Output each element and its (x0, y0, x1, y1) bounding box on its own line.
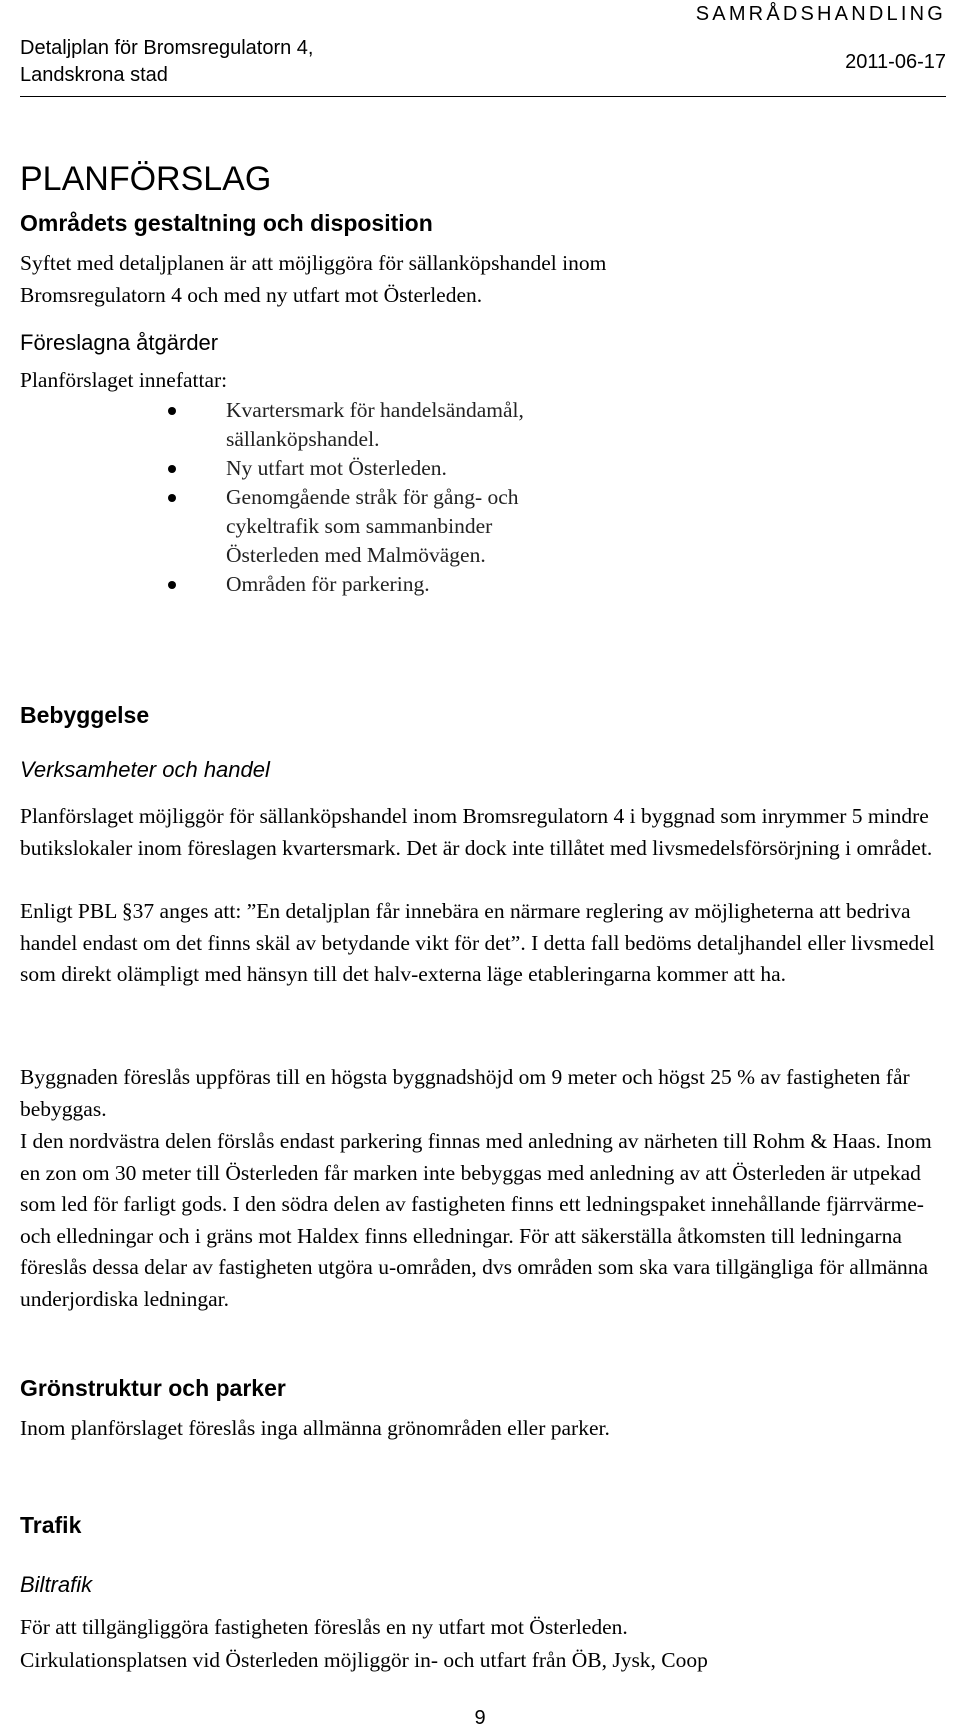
paragraph-gestaltning: Syftet med detaljplanen är att möjliggöra för sällanköpshandel inom Bromsregulatorn 4 och med ny utfart mot Österleden. (20, 251, 607, 307)
bullet-icon (168, 581, 176, 589)
subheading-biltrafik: Biltrafik (20, 1572, 93, 1597)
document-title-line-1: Detaljplan för Bromsregulatorn 4, (20, 37, 314, 59)
heading-atgarder: Föreslagna åtgärder (20, 330, 219, 355)
bullet-icon (168, 407, 176, 415)
document-status: SAMRÅDSHANDLING (695, 3, 946, 25)
page-header (20, 0, 946, 98)
paragraph-gronstruktur: Inom planförslaget föreslås inga allmänna grönområden eller parker. (20, 1416, 610, 1440)
bullet-icon (168, 465, 176, 473)
list-item: Kvartersmark för handelsändamål, sällanköpshandel. (168, 396, 588, 454)
bullet-icon (168, 494, 176, 502)
document-title-line-2: Landskrona stad (20, 64, 168, 86)
paragraph-bebyggelse-3: Byggnaden föreslås uppföras till en högsta byggnadshöjd om 9 meter och högst 25 % av fastigheten får bebyggas. (20, 1065, 910, 1121)
paragraph-trafik-1: För att tillgängliggöra fastigheten föreslås en ny utfart mot Österleden. (20, 1615, 628, 1639)
list-item: Områden för parkering. (168, 570, 588, 599)
page-title: PLANFÖRSLAG (20, 160, 272, 198)
document-date: 2011-06-17 (845, 51, 946, 73)
paragraph-bebyggelse-2: Enligt PBL §37 anges att: ”En detaljplan får innebära en närmare reglering av möjligheterna att bedriva handel endast om det finns skäl av betydande vikt för det”. I detta fall bedöms detaljhandel eller livsmedel som direkt olämpligt med hänsyn till det halv-externa läge etableringarna kommer att ha. (20, 899, 935, 986)
heading-bebyggelse: Bebyggelse (20, 702, 150, 728)
atgarder-intro: Planförslaget innefattar: (20, 368, 228, 392)
list-item: Ny utfart mot Österleden. (168, 454, 588, 483)
paragraph-bebyggelse-4: I den nordvästra delen förslås endast parkering finnas med anledning av närheten till Rohm & Haas. Inom en zon om 30 meter till Österleden får marken inte bebyggas med anledning av att Österleden är utpekad som led för farligt gods. I den södra delen av fastigheten finns ett ledningspaket innehållande fjärrvärme- och elledningar och i gräns mot Haldex finns elledningar. För att säkerställa åtkomsten till ledningarna föreslås dessa delar av fastigheten utgöra u-områden, dvs områden som ska vara tillgängliga för allmänna underjordiska ledningar. (20, 1129, 932, 1311)
subheading-verksamheter: Verksamheter och handel (20, 757, 270, 782)
document-title (20, 35, 313, 89)
page-number: 9 (474, 1707, 486, 1729)
paragraph-bebyggelse-1: Planförslaget möjliggör för sällanköpshandel inom Bromsregulatorn 4 i byggnad som inrymmer 5 mindre butikslokaler inom föreslagen kvartersmark. Det är dock inte tillåtet med livsmedelsförsörjning i området. (20, 804, 933, 860)
heading-trafik: Trafik (20, 1512, 82, 1538)
header-divider (20, 96, 946, 97)
heading-gronstruktur: Grönstruktur och parker (20, 1375, 286, 1401)
atgarder-list (168, 396, 588, 599)
heading-gestaltning: Områdets gestaltning och disposition (20, 210, 433, 236)
paragraph-trafik-2: Cirkulationsplatsen vid Österleden möjliggör in- och utfart från ÖB, Jysk, Coop (20, 1648, 708, 1672)
list-item: Genomgående stråk för gång- och cykeltrafik som sammanbinder Österleden med Malmövägen. (168, 483, 588, 570)
